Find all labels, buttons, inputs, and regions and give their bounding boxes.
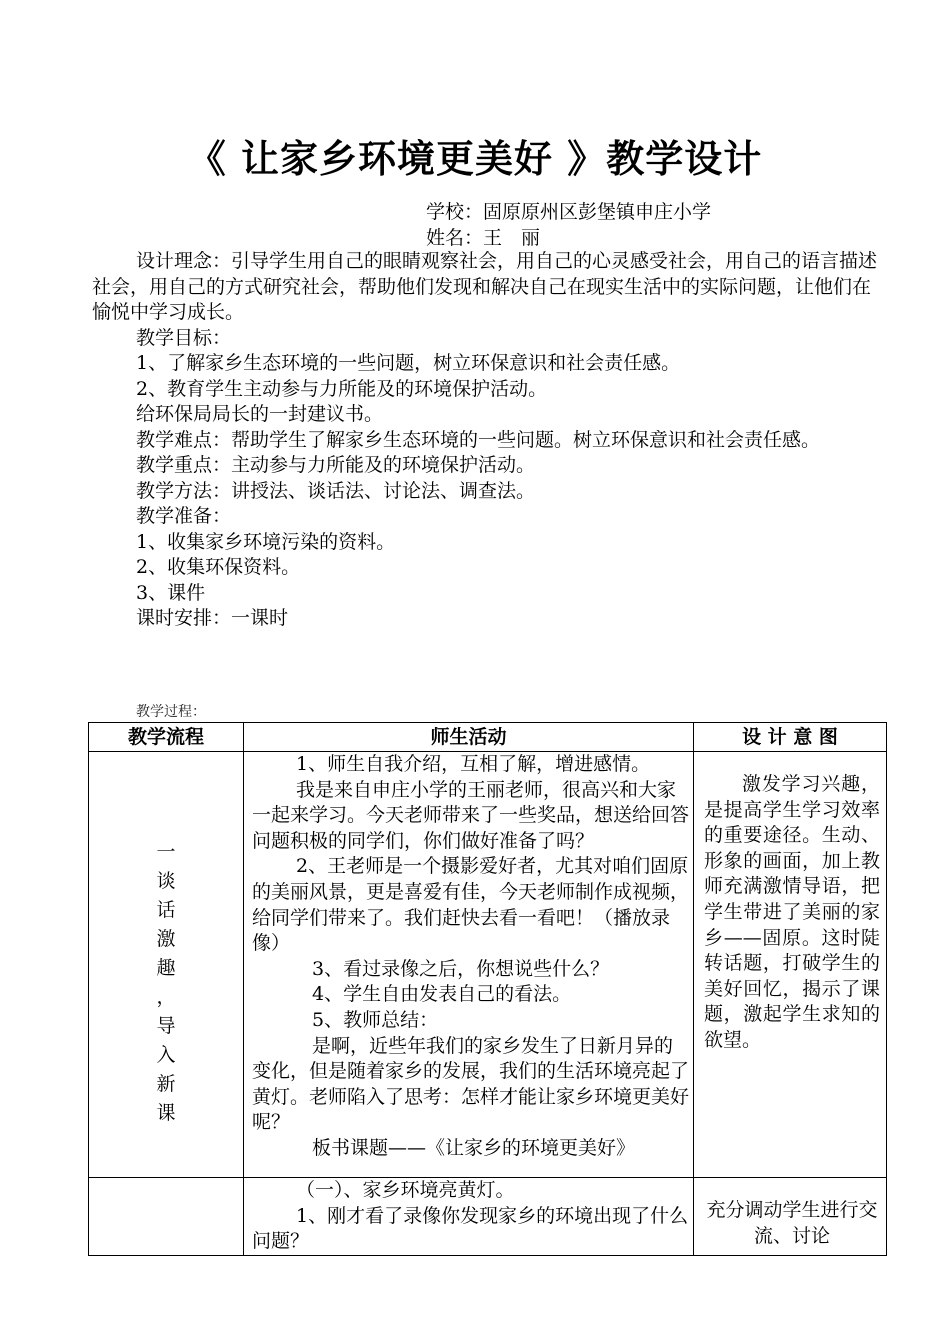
table-row — [89, 1178, 887, 1256]
intent-text: 充分调动学生进行交流、讨论 — [706, 1199, 878, 1247]
author-line: 姓名：王 丽 — [426, 227, 541, 249]
stage-char: 话 — [156, 899, 176, 921]
key-point: 教学重点：主动参与力所能及的环境保护活动。 — [136, 454, 536, 476]
table-header-row — [89, 723, 887, 752]
objective-item: 2、教育学生主动参与力所能及的环境保护活动。 — [136, 377, 548, 400]
preparation-item: 1、收集家乡环境污染的资料。 — [136, 530, 396, 553]
stage-label — [89, 752, 243, 1128]
intro-section — [92, 249, 882, 632]
stage-char: 谈 — [156, 870, 176, 892]
activities-cell — [244, 1178, 694, 1256]
difficulty: 教学难点：帮助学生了解家乡生态环境的一些问题。树立环保意识和社会责任感。 — [136, 428, 821, 451]
objective-item: 给环保局局长的一封建议书。 — [136, 403, 384, 425]
activity-line: 3、看过录像之后，你想说些什么？ — [312, 957, 610, 980]
activity-line: 4、学生自由发表自己的看法。 — [312, 983, 572, 1006]
objectives-title: 教学目标： — [136, 326, 232, 349]
methods: 教学方法：讲授法、谈话法、讨论法、调查法。 — [136, 479, 536, 502]
schedule: 课时安排：一课时 — [136, 607, 289, 629]
header-intent: 设 计 意 图 — [694, 723, 887, 752]
stage-char: 导 — [156, 1015, 176, 1037]
preparation-title: 教学准备： — [136, 505, 232, 527]
activity-line: 5、教师总结： — [312, 1008, 439, 1031]
stage-cell — [89, 752, 244, 1178]
objective-item: 1、了解家乡生态环境的一些问题，树立环保意识和社会责任感。 — [136, 352, 681, 374]
header-flow: 教学流程 — [89, 723, 244, 752]
activities-cell — [244, 752, 694, 1178]
stage-char: 激 — [156, 928, 176, 950]
header-activities: 师生活动 — [244, 723, 694, 752]
intent-text: 激发学习兴趣，是提高学生学习效率的重要途径。生动、形象的画面，加上教师充满激情导语，把学生带进了美丽的家乡——固原。这时陡转话题，打破学生的美好回忆，揭示了课题，激起学生求知的欲望。 — [704, 773, 880, 1051]
school-line: 学校：固原原州区彭堡镇申庄小学 — [426, 201, 712, 223]
stage-char: 新 — [156, 1073, 176, 1095]
table-row — [89, 752, 887, 1178]
activity-line: 我是来自申庄小学的王丽老师，很高兴和大家一起来学习。今天老师带来了一些奖品，想送给回答问题积极的同学们，你们做好准备了吗？ — [252, 778, 690, 852]
activity-line: 板书课题——《让家乡的环境更美好》 — [312, 1136, 636, 1159]
stage-char: ， — [156, 986, 176, 1008]
design-concept: 设计理念：引导学生用自己的眼睛观察社会，用自己的心灵感受社会，用自己的语言描述社会，用自己的方式研究社会，帮助他们发现和解决自己在现实生活中的实际问题，让他们在愉悦中学习成长。 — [92, 250, 878, 323]
activity-line: 1、刚才看了录像你发现家乡的环境出现了什么问题？ — [252, 1204, 689, 1253]
stage-char: 趣 — [156, 957, 176, 979]
preparation-item: 2、收集环保资料。 — [136, 556, 301, 578]
activity-line: 是啊，近些年我们的家乡发生了日新月异的变化，但是随着家乡的发展，我们的生活环境亮起了黄灯。老师陷入了思考：怎样才能让家乡环境更美好呢？ — [252, 1034, 690, 1134]
page-title: 《 让家乡环境更美好 》教学设计 — [187, 136, 763, 181]
stage-char: 课 — [156, 1102, 176, 1124]
intent-cell — [694, 752, 887, 1178]
intent-cell — [694, 1178, 887, 1256]
activity-line: 2、王老师是一个摄影爱好者，尤其对咱们固原的美丽风景，更是喜爱有佳，今天老师制作成视频，给同学们带来了。我们赶快去看一看吧！（播放录像） — [252, 855, 690, 955]
stage-char: 一 — [156, 841, 176, 863]
preparation-item: 3、课件 — [136, 581, 206, 604]
activity-line: （一）、家乡环境亮黄灯。 — [296, 1179, 515, 1201]
stage-cell — [89, 1178, 244, 1256]
stage-char: 入 — [156, 1044, 176, 1066]
lesson-process-table — [88, 722, 887, 1256]
activity-line: 1、师生自我介绍，互相了解，增进感情。 — [296, 753, 651, 775]
process-label: 教学过程： — [136, 704, 206, 720]
